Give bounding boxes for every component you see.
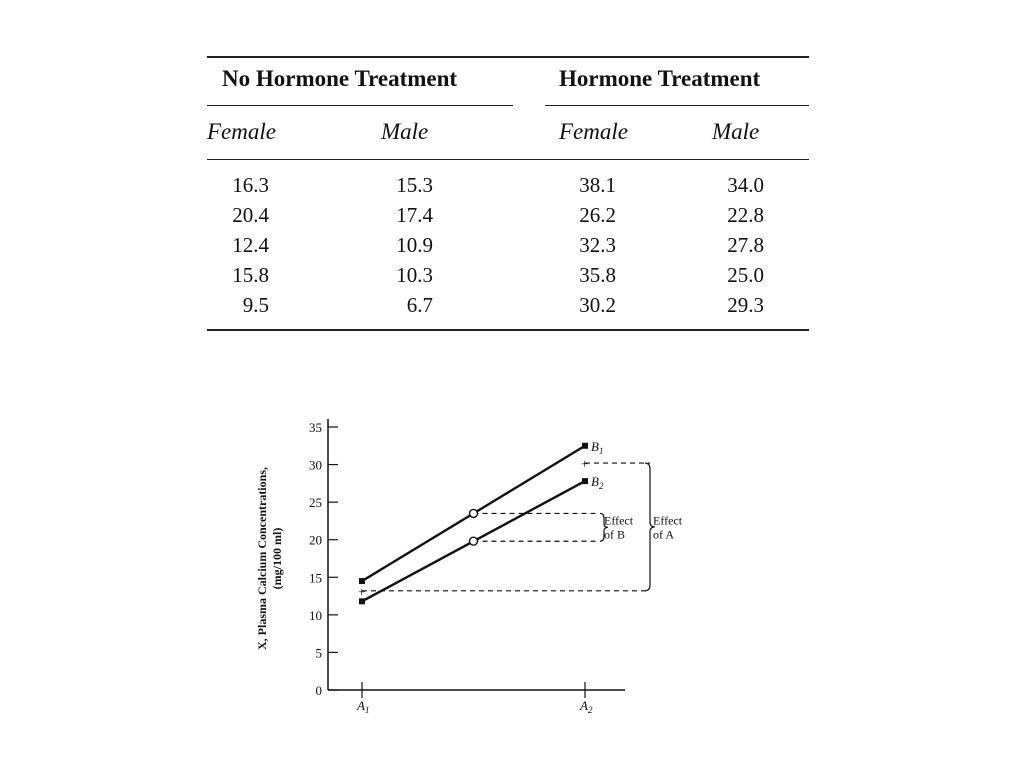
- table-cell: 16.3: [232, 173, 269, 197]
- series-label-b2: $B_2$: [591, 474, 604, 492]
- table-cell: 15.3: [396, 173, 433, 197]
- line-chart: [240, 400, 720, 720]
- table-cell: 10.3: [396, 263, 433, 287]
- data-point-b2: [359, 598, 365, 604]
- table-cell: 9.5: [242, 293, 269, 317]
- y-tick-label: 0: [315, 683, 322, 698]
- effect-a-label: Effect: [653, 513, 683, 528]
- level-mean-marker: +: [358, 583, 366, 599]
- subheader-female-1: Female: [207, 119, 276, 144]
- group-header-no-hormone: No Hormone Treatment: [222, 66, 458, 91]
- header-bottom-rule: [207, 159, 809, 160]
- table-cell: 25.0: [727, 263, 764, 287]
- group-rule-left: [207, 105, 513, 106]
- subheader-male-1: Male: [381, 119, 429, 144]
- y-tick-label: 20: [309, 532, 322, 548]
- subheader-male-2: Male: [712, 119, 760, 144]
- y-tick-label: 30: [309, 457, 322, 473]
- table-bottom-rule: [207, 329, 809, 331]
- table-cell: 34.0: [727, 173, 764, 197]
- table-cell: 22.8: [727, 203, 764, 227]
- table-cell: 38.1: [579, 173, 616, 197]
- data-point-b1: [582, 443, 588, 449]
- subheader-female-2: Female: [559, 119, 628, 144]
- y-tick-label: 35: [309, 420, 322, 435]
- group-header-hormone: Hormone Treatment: [559, 66, 761, 91]
- table-cell: 17.4: [396, 203, 433, 227]
- group-rule-right: [545, 105, 809, 106]
- y-tick-label: 25: [309, 495, 322, 511]
- marginal-mean-circle: [470, 537, 478, 545]
- table-cell: 12.4: [232, 233, 269, 257]
- y-tick-label: 10: [309, 607, 322, 623]
- level-mean-marker: +: [581, 456, 589, 472]
- table-cell: 20.4: [232, 203, 269, 227]
- effect-a-label-line2: of A: [653, 527, 674, 542]
- table-cell: 32.3: [579, 233, 616, 257]
- table-cell: 30.2: [579, 293, 616, 317]
- data-point-b2: [582, 478, 588, 484]
- table-cell: 35.8: [579, 263, 616, 287]
- y-tick-label: 5: [315, 645, 322, 661]
- table-top-rule: [207, 56, 809, 58]
- effect-b-label-line2: of B: [604, 527, 625, 542]
- table-cell: 29.3: [727, 293, 764, 317]
- table-cell: 6.7: [406, 293, 433, 317]
- x-tick-label: $A_2$: [580, 698, 593, 715]
- table-cell: 15.8: [232, 263, 269, 287]
- y-axis-label-units: (mg/100 ml): [270, 527, 284, 590]
- table-cell: 10.9: [396, 233, 433, 257]
- y-axis-label: X, Plasma Calcium Concentrations,: [255, 467, 269, 650]
- table-cell: 26.2: [579, 203, 616, 227]
- effect-b-label: Effect: [604, 513, 634, 528]
- series-label-b1: $B_1$: [591, 438, 604, 456]
- x-tick-label: $A_1$: [357, 698, 370, 715]
- table-cell: 27.8: [727, 233, 764, 257]
- marginal-mean-circle: [470, 509, 478, 517]
- y-tick-label: 15: [309, 570, 322, 586]
